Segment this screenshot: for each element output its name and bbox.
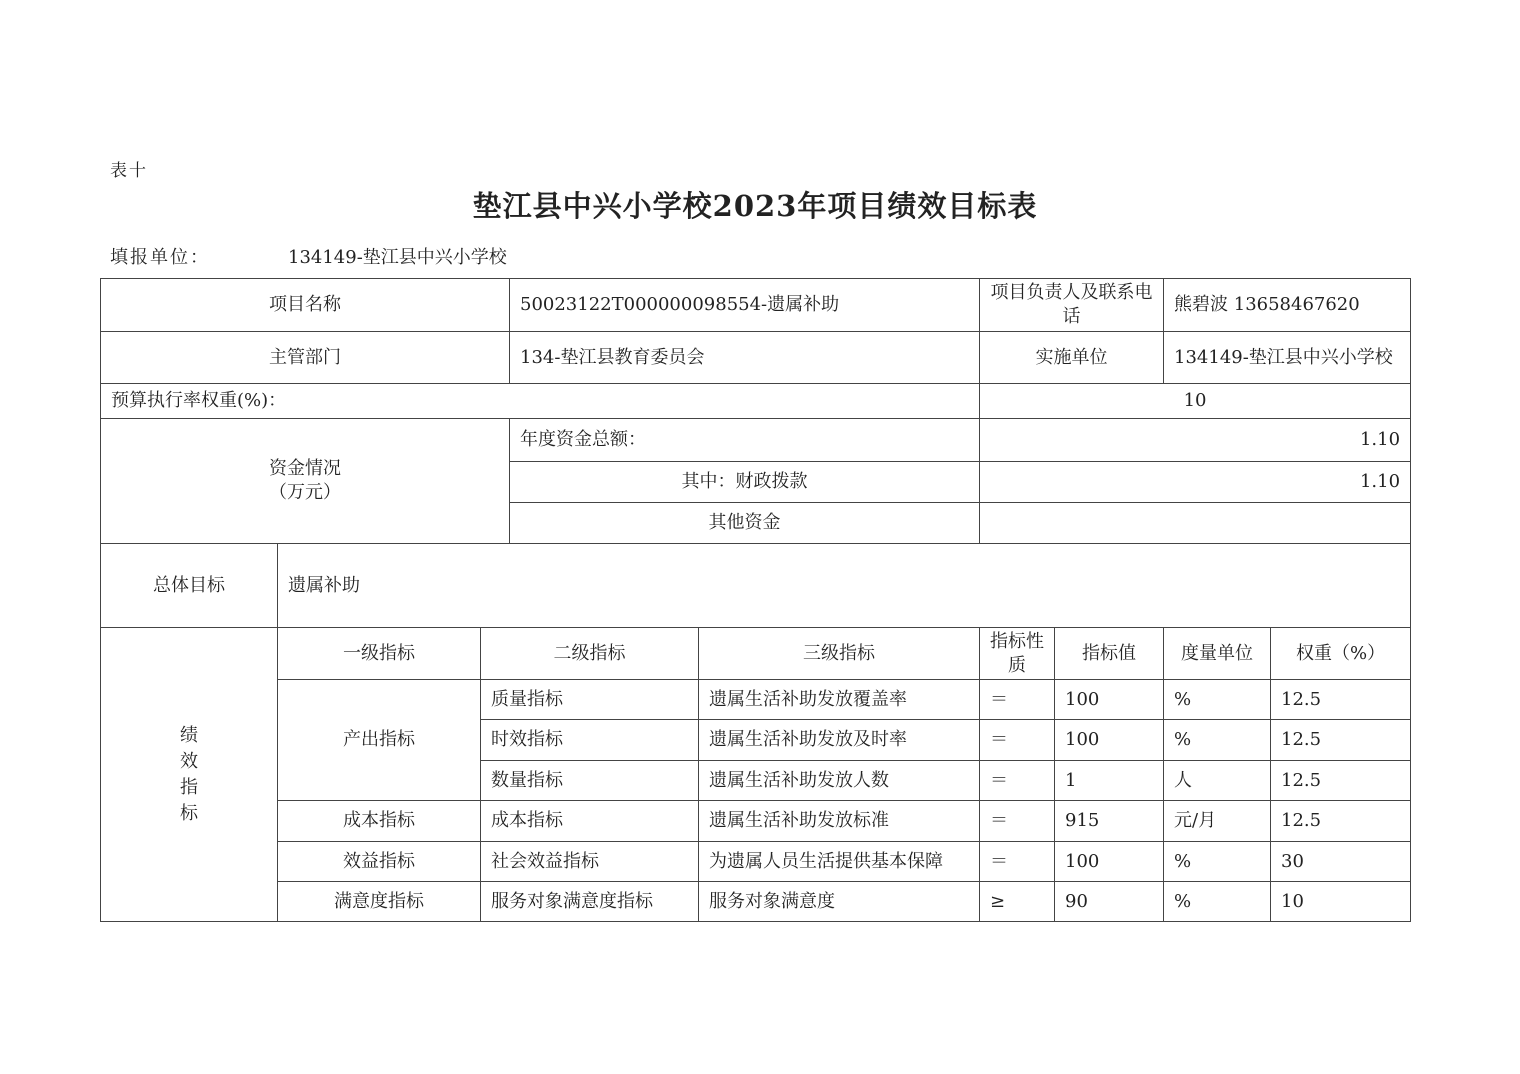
level2-cell: 社会效益指标 <box>481 842 699 882</box>
nature-cell: ＝ <box>980 720 1055 761</box>
weight-cell: 12.5 <box>1271 720 1411 761</box>
funds-fiscal-label: 其中：财政拨款 <box>510 462 980 503</box>
reporting-unit <box>110 243 507 269</box>
overall-goal-value: 遗属补助 <box>278 544 1411 628</box>
nature-cell: ＝ <box>980 761 1055 801</box>
group-benefit: 效益指标 <box>278 842 481 882</box>
indicator-row <box>101 882 1411 922</box>
header-unit: 度量单位 <box>1164 628 1271 680</box>
level3-cell: 遗属生活补助发放人数 <box>699 761 980 801</box>
unit-cell: % <box>1164 680 1271 720</box>
header-nature: 指标性质 <box>980 628 1055 680</box>
value-cell: 915 <box>1055 801 1164 842</box>
weight-cell: 12.5 <box>1271 761 1411 801</box>
unit-cell: 人 <box>1164 761 1271 801</box>
impl-label: 实施单位 <box>980 332 1164 384</box>
reporting-unit-value: 134149-垫江县中兴小学校 <box>288 247 507 268</box>
header-level1: 一级指标 <box>278 628 481 680</box>
level3-cell: 遗属生活补助发放覆盖率 <box>699 680 980 720</box>
header-level2: 二级指标 <box>481 628 699 680</box>
project-name-label: 项目名称 <box>101 279 510 332</box>
page-title: 垫江县中兴小学校2023年项目绩效目标表 <box>472 189 1038 223</box>
budget-weight-value: 10 <box>980 384 1411 419</box>
funds-other-label: 其他资金 <box>510 503 980 544</box>
weight-cell: 12.5 <box>1271 680 1411 720</box>
project-name-value: 50023122T000000098554-遗属补助 <box>510 279 980 332</box>
nature-cell: ≥ <box>980 882 1055 922</box>
funds-fiscal-value: 1.10 <box>980 462 1411 503</box>
weight-cell: 10 <box>1271 882 1411 922</box>
performance-table <box>100 278 1411 922</box>
impl-value: 134149-垫江县中兴小学校 <box>1164 332 1411 384</box>
indicator-header-row <box>101 628 1411 680</box>
indicator-row <box>101 842 1411 882</box>
unit-cell: 元/月 <box>1164 801 1271 842</box>
header-level3: 三级指标 <box>699 628 980 680</box>
value-cell: 100 <box>1055 842 1164 882</box>
overall-goal-label: 总体目标 <box>101 544 278 628</box>
value-cell: 100 <box>1055 680 1164 720</box>
indicator-section-text: 绩 效 指 标 <box>180 724 198 824</box>
project-name-row <box>101 279 1411 332</box>
budget-weight-label: 预算执行率权重(%)： <box>101 384 980 419</box>
indicator-section-label <box>101 628 278 922</box>
weight-cell: 12.5 <box>1271 801 1411 842</box>
budget-weight-row <box>101 384 1411 419</box>
contact-value: 熊碧波 13658467620 <box>1164 279 1411 332</box>
funds-total-value: 1.10 <box>980 419 1411 462</box>
nature-cell: ＝ <box>980 842 1055 882</box>
reporting-unit-label: 填报单位： <box>110 247 210 268</box>
overall-goal-row <box>101 544 1411 628</box>
unit-cell: % <box>1164 882 1271 922</box>
nature-cell: ＝ <box>980 801 1055 842</box>
funds-label <box>101 419 510 544</box>
group-output: 产出指标 <box>278 680 481 801</box>
table-number: 表十 <box>110 161 148 181</box>
funds-label-text: 资金情况 （万元） <box>269 458 341 503</box>
unit-cell: % <box>1164 720 1271 761</box>
header-weight: 权重（%） <box>1271 628 1411 680</box>
value-cell: 100 <box>1055 720 1164 761</box>
indicator-row <box>101 801 1411 842</box>
funds-total-label: 年度资金总额： <box>510 419 980 462</box>
level2-cell: 成本指标 <box>481 801 699 842</box>
contact-label: 项目负责人及联系电话 <box>980 279 1164 332</box>
weight-cell: 30 <box>1271 842 1411 882</box>
level2-cell: 质量指标 <box>481 680 699 720</box>
header-value: 指标值 <box>1055 628 1164 680</box>
department-row <box>101 332 1411 384</box>
unit-cell: % <box>1164 842 1271 882</box>
level2-cell: 时效指标 <box>481 720 699 761</box>
indicator-row <box>101 680 1411 720</box>
level3-cell: 服务对象满意度 <box>699 882 980 922</box>
group-satisfaction: 满意度指标 <box>278 882 481 922</box>
value-cell: 90 <box>1055 882 1164 922</box>
value-cell: 1 <box>1055 761 1164 801</box>
level3-cell: 为遗属人员生活提供基本保障 <box>699 842 980 882</box>
level2-cell: 数量指标 <box>481 761 699 801</box>
funds-other-value <box>980 503 1411 544</box>
funds-total-row <box>101 419 1411 462</box>
dept-value: 134-垫江县教育委员会 <box>510 332 980 384</box>
group-cost: 成本指标 <box>278 801 481 842</box>
nature-cell: ＝ <box>980 680 1055 720</box>
level3-cell: 遗属生活补助发放标准 <box>699 801 980 842</box>
dept-label: 主管部门 <box>101 332 510 384</box>
level2-cell: 服务对象满意度指标 <box>481 882 699 922</box>
level3-cell: 遗属生活补助发放及时率 <box>699 720 980 761</box>
